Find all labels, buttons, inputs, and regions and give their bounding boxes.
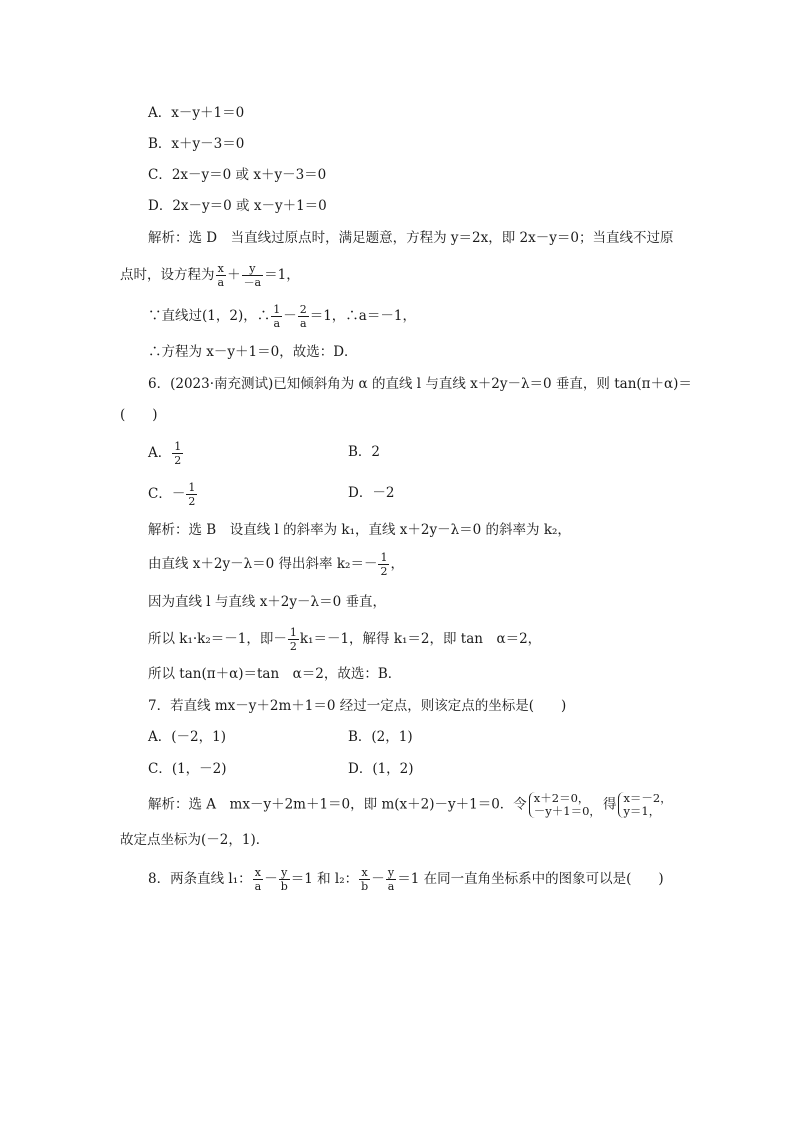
fraction-x-over-b: $\frac{x}{b}$ [361, 866, 369, 893]
fraction-one-half: $\frac{1}{2}$ [380, 551, 388, 578]
fraction-one-half: $\frac{1}{2}$ [289, 626, 297, 653]
q6-solution-line-3: 因为直线 l 与直线 x＋2y－λ＝0 垂直， [148, 594, 386, 610]
q7-option-a: A．(－2，1) [148, 729, 226, 745]
q5-solution-line-4: ∴方程为 x－y＋1＝0，故选：D． [148, 344, 358, 360]
q5-solution-line-3: ∵直线过(1，2)，∴ $\frac{1}{a}$ － $\frac{2}{a}$ ＝1，∴a＝－1， [148, 303, 416, 330]
q6-solution-line-5: 所以 tan(π＋α)＝tan α＝2，故选：B． [148, 666, 402, 682]
q7-stem: 7．若直线 mx－y＋2m＋1＝0 经过一定点，则该定点的坐标是( ) [148, 698, 567, 714]
fraction-x-over-a: $\frac{x}{a}$ [254, 866, 262, 893]
q6-solution-line-1: 解析：选 B 设直线 l 的斜率为 k₁，直线 x＋2y－λ＝0 的斜率为 k₂， [148, 522, 571, 538]
q5-option-d: D．2x－y＝0 或 x－y＋1＝0 [148, 198, 327, 214]
fraction-y-over-b: $\frac{y}{b}$ [280, 866, 288, 893]
q5-option-b: B．x＋y－3＝0 [148, 136, 245, 152]
q7-option-d: D．(1，2) [348, 761, 414, 777]
fraction-1-over-a: $\frac{1}{a}$ [273, 303, 281, 330]
fraction-2-over-a: $\frac{2}{a}$ [299, 303, 307, 330]
fraction-one-half: $\frac{1}{2}$ [174, 440, 182, 467]
q7-solution-line-2: 故定点坐标为(－2，1)． [120, 832, 270, 848]
fraction-x-over-a: $\frac{x}{a}$ [217, 262, 225, 289]
equation-system-2: x＝－2， y＝1， [618, 792, 671, 818]
q7-option-b: B．(2，1) [348, 729, 413, 745]
q8-stem: 8．两条直线 l₁： $\frac{x}{a}$ － $\frac{y}{b}$ ＝1 和 l₂： $\frac{x}{b}$ － $\frac{y}{a}$ ＝1 在同一直角坐标系中的图象可以是( ) [148, 866, 664, 893]
q5-option-a: A．x－y＋1＝0 [148, 105, 245, 121]
q6-solution-line-4: 所以 k₁·k₂＝－1，即－ $\frac{1}{2}$ k₁＝－1，解得 k₁＝2，即 tan α＝2， [148, 626, 542, 653]
fraction-one-half: $\frac{1}{2}$ [188, 481, 196, 508]
q6-option-c: C．－ $\frac{1}{2}$ [148, 481, 196, 508]
q5-solution-line-1: 解析：选 D 当直线过原点时，满足题意，方程为 y＝2x，即 2x－y＝0；当直线不过原 [148, 230, 674, 246]
q7-solution-line-1: 解析：选 A mx－y＋2m＋1＝0，即 m(x＋2)－y＋1＝0．令 x＋2＝0， －y＋1＝0， 得 x＝－2， y＝1， [148, 791, 672, 818]
q6-solution-line-2: 由直线 x＋2y－λ＝0 得出斜率 k₂＝－ $\frac{1}{2}$ ， [148, 551, 404, 578]
q6-option-b: B．2 [348, 444, 381, 460]
q7-option-c: C．(1，－2) [148, 761, 227, 777]
fraction-y-over-neg-a: $\frac{y}{-a}$ [243, 262, 262, 289]
equation-system-1: x＋2＝0， －y＋1＝0， [529, 792, 601, 818]
q6-option-d: D．－2 [348, 485, 395, 501]
q5-solution-line-2: 点时，设方程为 $\frac{x}{a}$ ＋ $\frac{y}{-a}$ ＝1， [120, 262, 300, 289]
q5-option-c: C．2x－y＝0 或 x＋y－3＝0 [148, 167, 327, 183]
q6-stem: 6．(2023·南充测试)已知倾斜角为 α 的直线 l 与直线 x＋2y－λ＝0 垂直，则 tan(π＋α)＝ [148, 376, 692, 392]
q6-option-a: A． $\frac{1}{2}$ [148, 440, 182, 467]
fraction-y-over-a: $\frac{y}{a}$ [387, 866, 395, 893]
q6-stem-paren: ( ) [120, 407, 158, 423]
